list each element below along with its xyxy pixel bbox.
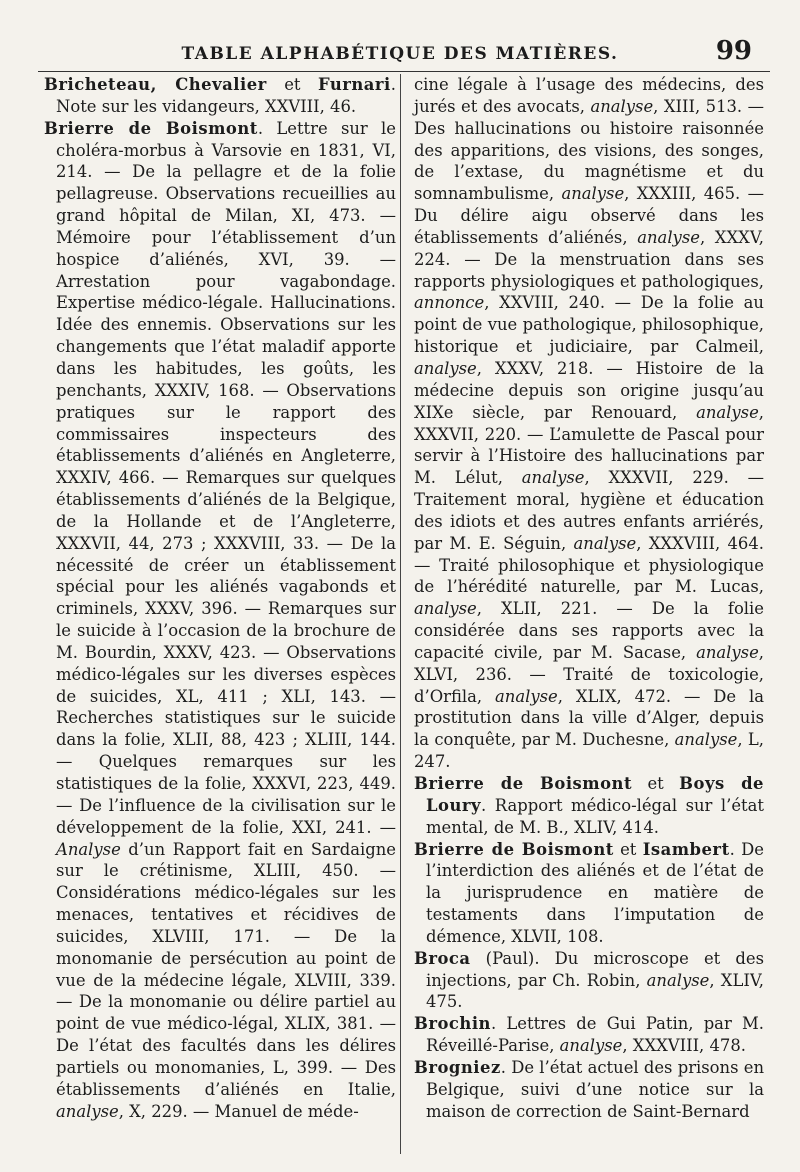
entry-text: et <box>266 75 318 94</box>
entry-italic: analyse <box>521 468 585 488</box>
entry-italic: analyse <box>414 599 477 619</box>
entry-headword: Bricheteau, Chevalier <box>44 75 267 94</box>
entry-italic: analyse <box>561 184 625 204</box>
column-divider <box>400 74 401 1154</box>
entry-text: , XXXVII, 229. — Traitement moral, hygiène et éducation des idiots et des autres enfants arriérés, par M. E. Séguin, <box>414 468 765 553</box>
entry-text: , XXXVIII, 464. — Traité philosophique et physiologique de l’hérédité naturelle, par M. Lucas, <box>414 533 764 597</box>
entry-headword: Brochin <box>414 1014 491 1034</box>
index-entry <box>414 839 764 948</box>
entry-text: . Note sur les vidangeurs, XXVIII, 46. <box>56 75 396 116</box>
entry-text: . Rapport médico-légal sur l’état mental, de M. B., XLIV, 414. <box>426 795 764 837</box>
index-entry-continuation <box>414 74 764 773</box>
index-entry <box>414 773 764 839</box>
entry-italic: analyse <box>696 642 759 662</box>
right-column <box>414 74 764 1123</box>
entry-text: et <box>613 839 643 859</box>
entry-text: , L, 247. <box>414 730 764 772</box>
entry-text: , XLIX, 472. — De la prostitution dans la ville d’Alger, depuis la conquête, par M. Duchesne, <box>414 686 764 750</box>
entry-italic: analyse <box>637 227 700 247</box>
entry-headword: Furnari <box>317 75 391 94</box>
page-number: 99 <box>715 36 752 66</box>
index-entry <box>414 948 764 1014</box>
entry-text: , XLVI, 236. — Traité de toxicologie, d’Orfila, <box>414 642 764 706</box>
entry-italic: analyse <box>590 96 654 116</box>
entry-text: , XLIV, 475. <box>426 970 764 1012</box>
header-rule <box>38 71 770 72</box>
entry-text: , XXXV, 224. — De la menstruation dans ses rapports physiologiques et pathologiques, <box>414 227 764 291</box>
entry-italic: annonce <box>414 293 485 313</box>
entry-text: , XXVIII, 240. — De la folie au point de vue pathologique, philosophique, historique et judiciaire, par Calmeil, <box>414 293 764 357</box>
entry-headword: Brierre de Boismont <box>414 839 614 859</box>
entry-italic: analyse <box>559 1036 623 1056</box>
entry-text: , XLII, 221. — De la folie considérée dans ses rapports avec la capacité civile, par M. Sacase, <box>414 599 764 662</box>
entry-italic: analyse <box>696 402 759 422</box>
entry-italic: analyse <box>646 970 710 990</box>
entry-italic: analyse <box>674 730 738 750</box>
index-entry <box>414 1057 764 1123</box>
entry-text: et <box>632 774 680 793</box>
left-column <box>44 74 396 1123</box>
entry-headword: Brierre de Boismont <box>44 118 258 138</box>
entry-text: . De l’interdiction des aliénés et de l’état de la jurisprudence en matière de testaments dans l’imputation de démence, XLVII, 108. <box>426 839 764 946</box>
entry-text: . De l’état actuel des prisons en Belgique, suivi d’une notice sur la maison de correction de Saint-Bernard <box>426 1057 764 1121</box>
entry-text: , X, 229. — Manuel de méde- <box>118 1101 359 1121</box>
entry-italic: analyse <box>495 686 558 706</box>
running-title: TABLE ALPHABÉTIQUE DES MATIÈRES. <box>181 44 619 64</box>
page-header <box>40 36 760 70</box>
entry-italic: Analyse <box>56 839 121 859</box>
entry-text: . Lettres de Gui Patin, par M. Réveillé-Parise, <box>426 1014 764 1056</box>
index-entry <box>44 74 396 118</box>
entry-text: , XXXIII, 465. — Du délire aigu observé dans les établissements d’aliénés, <box>414 184 764 247</box>
entry-text: . Lettre sur le choléra-morbus à Varsovie en 1831, VI, 214. — De la pellagre et de la folie pellagreuse. Observations recueillies au grand hôpital de Milan, XI, 473. — Mémoire pour l’établissement d’un hospice d’aliénés, XVI, 39. — Arrestation pour vagabondage. Expertise médico-légale. Hallucinations. Idée des ennemis. Observations sur les changements que l’état maladif apporte dans les habitudes, les goûts, les penchants, XXXIV, 168. — Observations pratiques sur le rapport des commissaires inspecteurs des établissements d’aliénés en Angleterre, XXXIV, 466. — Remarques sur quelques établissements d’aliénés de la Belgique, de la Hollande et de l’Angleterre, XXXVII, 44, 273 ; XXXVIII, 33. — De la nécessité de créer un établissement spécial pour les aliénés vagabonds et criminels, XXXV, 396. — Remarques sur le suicide à l’occasion de la brochure de M. Bourdin, XXXV, 423. — Observations médico-légales sur les diverses espèces de suicides, XL, 411 ; XLI, 143. — Recherches statistiques sur le suicide dans la folie, XLII, 88, 423 ; XLIII, 144. — Quelques remarques sur les statistiques de la folie, XXXVI, 223, 449. — De l’influence de la civilisation sur le développement de la folie, XXI, 241. — <box>56 118 396 837</box>
entry-headword: Broca <box>414 948 471 968</box>
entry-text: , XXXVII, 220. — L’amulette de Pascal pour servir à l’Histoire des hallucinations par M. Lélut, <box>414 402 764 488</box>
entry-text: d’un Rapport fait en Sardaigne sur le crétinisme, XLIII, 450. — Considérations médico-légales sur les menaces, tentatives et récidives de suicides, XLVIII, 171. — De la monomanie de persécution au point de vue de la médecine légale, XLVIII, 339. — De la monomanie ou délire partiel au point de vue médico-légal, XLIX, 381. — De l’état des facultés dans les délires partiels ou monomanies, L, 399. — Des établissements d’aliénés en Italie, <box>56 839 396 1099</box>
entry-headword: Brierre de Boismont <box>414 774 633 793</box>
entry-headword: Brogniez <box>414 1057 501 1077</box>
entry-text: , XIII, 513. — Des hallucinations ou histoire raisonnée des apparitions, des visions, des songes, de l’extase, du magnétisme et du somnambulisme, <box>414 96 764 204</box>
entry-text: cine légale à l’usage des médecins, des jurés et des avocats, <box>414 75 764 116</box>
entry-italic: analyse <box>56 1101 119 1121</box>
entry-text: (Paul). Du microscope et des injections, par Ch. Robin, <box>426 948 764 990</box>
entry-text: , XXXV, 218. — Histoire de la médecine depuis son origine jusqu’au XIXe siècle, par Renouard, <box>414 358 764 422</box>
entry-italic: analyse <box>414 358 477 378</box>
index-entry <box>44 118 396 1123</box>
entry-headword: Boys de Loury <box>426 774 764 815</box>
entry-italic: analyse <box>573 533 637 553</box>
entry-headword: Isambert <box>642 839 730 859</box>
entry-text: , XXXVIII, 478. <box>622 1036 746 1056</box>
index-entry <box>414 1013 764 1057</box>
